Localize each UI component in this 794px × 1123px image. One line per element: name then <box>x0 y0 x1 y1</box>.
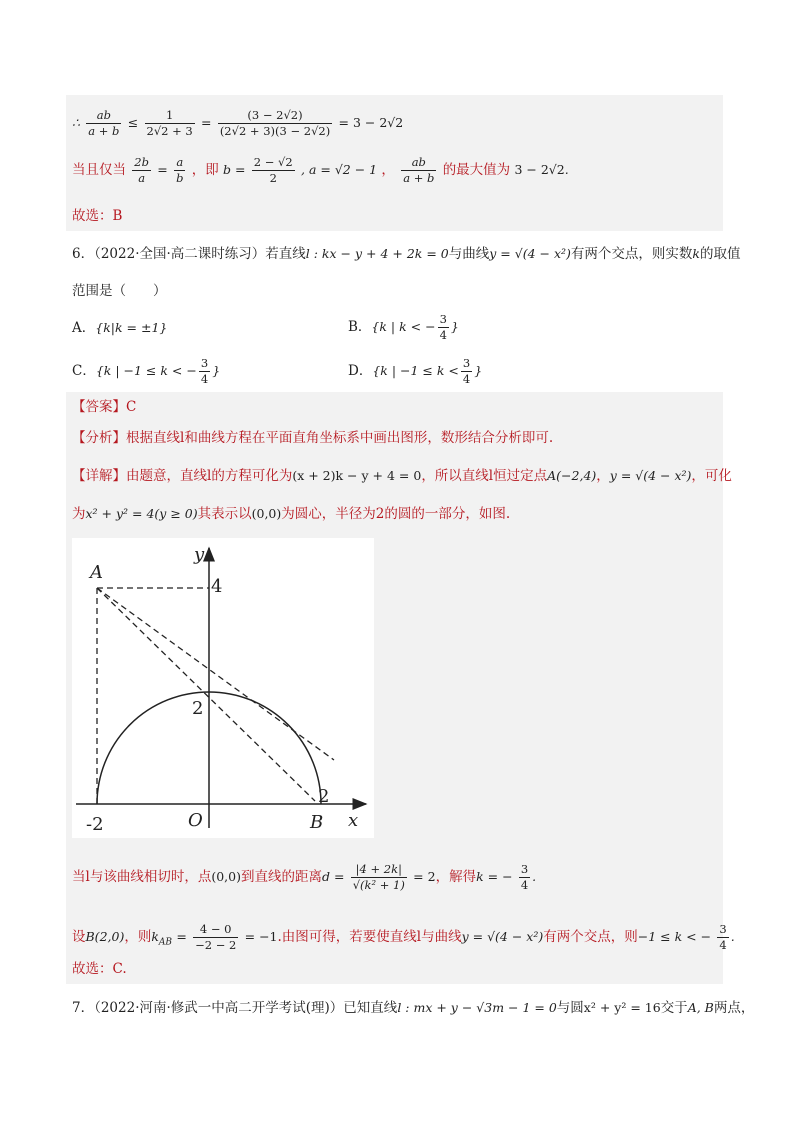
sol5-line1: ∴ $\frac{ab}{a + b}$ ≤ $\frac{1}{2√2 + 3}$ = $\frac{(3 - 2√2)}{(2√2 + 3)(3 - 2√2)}$ = 3 − 2√2 <box>72 108 404 138</box>
label-2-y: 2 <box>192 698 204 719</box>
sol6-final-answer: 故选：C. <box>72 961 127 977</box>
label-neg2: -2 <box>86 814 104 835</box>
frac-rationalize: $\frac{(3 - 2√2)}{(2√2 + 3)(3 - 2√2)}$ <box>219 108 331 138</box>
frac-slope: $\frac{4 - 0}{-2 - 2}$ <box>195 922 237 952</box>
label-2-x: 2 <box>318 786 330 807</box>
sol6-analysis: 【分析】根据直线l和曲线方程在平面直角坐标系中画出图形，数形结合分析即可. <box>72 430 554 446</box>
frac-ab-max: $\frac{ab}{a + b}$ <box>403 155 435 185</box>
frac-a-b: $\frac{a}{b}$ <box>176 155 184 185</box>
sol5-line2: 当且仅当 $\frac{2b}{a}$ = $\frac{a}{b}$ ，即 b = $\frac{2 - √2}{2}$ , a = √2 − 1 ， $\frac{ab}{a + b}$ 的最大值为 3 − 2√2. <box>72 155 569 185</box>
label-4: 4 <box>211 576 223 597</box>
q6-line1: 6．（2022·全国·高二课时练习）若直线l : kx − y + 4 + 2k = 0与曲线y = √(4 − x²)有两个交点，则实数k的取值 <box>72 246 741 262</box>
frac-ab: $\frac{ab}{a + b}$ <box>88 108 120 138</box>
label-y: y <box>194 544 205 565</box>
option-c[interactable]: C．{k | −1 ≤ k < − $\frac{3}{4}$ } <box>72 356 221 386</box>
frac-3-4: $\frac{3}{4}$ <box>719 922 727 952</box>
q6-line2: 范围是（ ） <box>72 283 167 299</box>
sol6-detail-line1: 【详解】由题意，直线l的方程可化为(x + 2)k − y + 4 = 0，所以直线l恒过定点A(−2,4)，y = √(4 − x²)，可化 <box>72 468 732 484</box>
option-d[interactable]: D．{k | −1 ≤ k < $\frac{3}{4}$ } <box>348 356 483 386</box>
sol6-slope: 设B(2,0)，则$k_{AB}$ = $\frac{4 - 0}{-2 - 2}$ = −1.由图可得，若要使直线l与曲线y = √(4 − x²)有两个交点，则−1 ≤ k < − $\frac{3}{4}$ . <box>72 922 735 952</box>
q7-line1: 7．（2022·河南·修武一中高二开学考试(理)）已知直线l : mx + y − √3m − 1 = 0与圆x² + y² = 16交于A, B两点， <box>72 1000 755 1016</box>
frac-2b-a: $\frac{2b}{a}$ <box>134 155 149 185</box>
frac-1: $\frac{1}{2√2 + 3}$ <box>146 108 193 138</box>
sol6-detail-line2: 为x² + y² = 4(y ≥ 0)其表示以(0,0)为圆心，半径为2的圆的一部分，如图. <box>72 506 511 522</box>
label-O: O <box>188 810 203 831</box>
semicircle-figure <box>72 538 374 838</box>
label-B: B <box>310 812 324 833</box>
frac-3-4: $\frac{3}{4}$ <box>520 862 529 892</box>
sol6-tangent: 当l与该曲线相切时，点(0,0)到直线的距离d = $\frac{|4 + 2k|}{\text{√(k² + 1)}}$ = 2，解得k = − $\frac{3}{4}$ . <box>72 862 537 892</box>
therefore-symbol: ∴ <box>72 115 80 130</box>
frac-3-4: $\frac{3}{4}$ <box>200 356 209 386</box>
sol5-answer: 故选：B <box>72 208 123 224</box>
frac-b-value: $\frac{2 - √2}{2}$ <box>253 155 293 185</box>
option-a[interactable]: A．{k|k = ±1} <box>72 320 168 336</box>
label-x: x <box>348 810 359 831</box>
frac-3-4: $\frac{3}{4}$ <box>462 356 471 386</box>
option-b[interactable]: B．{k | k < − $\frac{3}{4}$ } <box>348 312 459 342</box>
frac-distance: $\frac{|4 + 2k|}{\text{√(k² + 1)}}$ <box>352 862 405 892</box>
label-A: A <box>90 562 103 583</box>
frac-3-4: $\frac{3}{4}$ <box>439 312 447 342</box>
sol6-answer: 【答案】C <box>72 399 137 415</box>
